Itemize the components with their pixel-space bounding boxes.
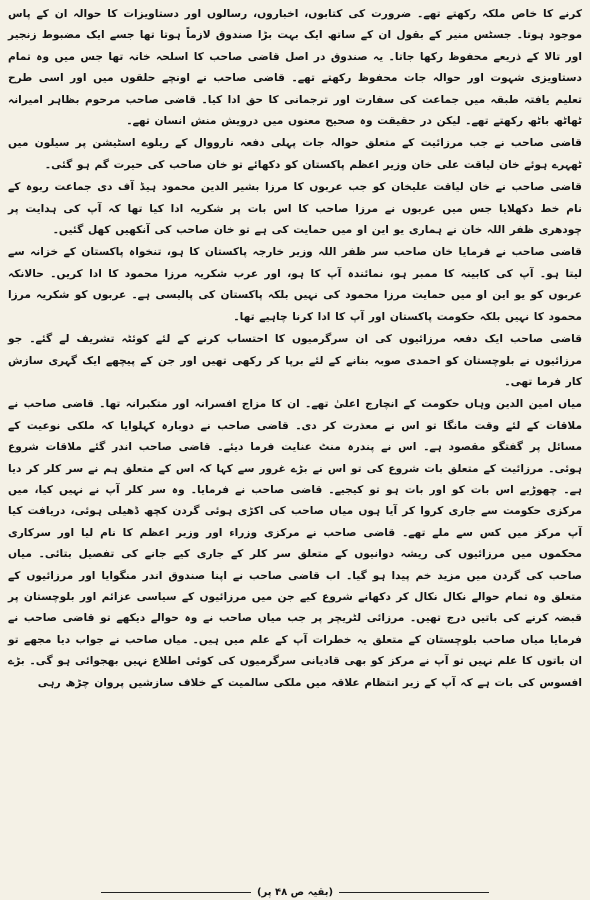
continuation-note: (بقیہ ص ۴۸ پر)	[256, 887, 334, 898]
paragraph-6: میاں امین الدین وہاں حکومت کے انچارج اعلیٰ تھے۔ ان کا مزاج افسرانہ اور متکبرانہ تھا۔ قاضی صاحب نے ملاقات کے لئے وقت مانگا تو اس نے معذرت کر دی۔ قاضی صاحب نے دوبارہ کہلوایا کہ ملکی نوعیت کے مسائل پر گفتگو مقصود ہے۔ اس نے پندرہ منٹ عنایت فرما دیئے۔ قاضی صاحب اندر گئے ملاقات شروع ہوئی۔ مرزائیت کے متعلق بات شروع کی تو اس نے بڑے غرور سے کہا کہ اس کے متعلق ہم نے سر کلر کر دیا ہے۔ چھوڑیے اس بات کو اور بات ہو تو کیجیے۔ قاضی صاحب نے فرمایا۔ وہ سر کلر آپ نے نہیں کیا، میں مرکزی حکومت سے جاری کروا کر آیا ہوں میاں صاحب کی اکڑی ہوئی گردن کچھ ڈھیلی ہوئی، دریافت کیا آپ مرکز میں کس سے ملے تھے۔ قاضی صاحب نے مرکزی وزراء اور وزیر اعظم کا نام لیا اور سرکاری محکموں میں مرزائیوں کی ریشہ دوانیوں کے متعلق سر کلر کے جاری کیے جانے کی تفصیل بتائی۔ میاں صاحب کی گردن میں مزید خم پیدا ہو گیا۔ اب قاضی صاحب نے اپنا صندوق اندر منگوایا اور مرزائیوں کے متعلق وہ تمام حوالے نکال نکال کر دکھانے شروع کیے جن میں مرزائیوں کے سیاسی عزائم اور بلوچستان پر قبضہ کرنے کی باتیں درج تھیں۔ مرزائی لٹریچر پر جب میاں صاحب نے وہ حوالے دیکھے تو قاضی صاحب نے فرمایا میاں صاحب بلوچستان کے متعلق یہ خطرات آپ کے علم میں ہیں۔ میاں صاحب نے جواب دیا مجھے تو ان باتوں کا علم نہیں تو آپ نے مرکز کو بھی قادیانی سرگرمیوں کی کوئی اطلاع نہیں بھجوائی ہو گی۔ بڑے افسوس کی بات ہے کہ آپ کے زیر انتظام علاقہ میں ملکی سالمیت کے خلاف سازشیں پروان چڑھ رہی	[8, 398, 582, 689]
urdu-text-column	[8, 4, 582, 694]
paragraph-5: قاضی صاحب ایک دفعہ مرزائیوں کی ان سرگرمیوں کا احتساب کرنے کے لئے کوئٹہ تشریف لے گئے۔ جو مرزائیوں نے بلوچستان کو احمدی صوبہ بنانے کے لئے برپا کر رکھی تھیں اور جن کے پیچھے ایک گہری سازش کار فرما تھی۔	[8, 333, 582, 388]
paragraph-3: قاضی صاحب نے خان لیاقت علیخان کو جب عربوں کا مرزا بشیر الدین محمود ہیڈ آف دی جماعت ربوہ کے نام خط دکھلایا جس میں عربوں نے مرزا صاحب کا اس بات پر شکریہ ادا کیا تھا کہ آپ کی ہدایت پر چودھری ظفر اللہ خان نے ہماری یو این او میں حمایت کی ہے تو خان صاحب کی آنکھیں کھل گئیں۔	[8, 181, 582, 237]
paragraph-1: کرنے کا خاص ملکہ رکھتے تھے۔ ضرورت کی کتابوں، اخباروں، رسالوں اور دستاویزات کا حوالہ ان کے پاس موجود ہوتا۔ جسٹس منیر کے بقول ان کے ساتھ ایک بہت بڑا صندوق لازماً ہوتا تھا جسے ایک مضبوط زنجیر اور تالا کے ذریعے محفوظ رکھا جاتا۔ یہ صندوق در اصل قاضی صاحب کا اسلحہ خانہ تھا جس میں وہ تمام دستاویزی شہوت اور حوالہ جات محفوظ رکھتے تھے۔ قاضی صاحب نے اونچے حلقوں میں اور اسی طرح تعلیم یافتہ طبقہ میں جماعت کی سفارت اور ترجمانی کا حق ادا کیا۔ قاضی صاحب مرحوم بظاہر امیرانہ ٹھاٹھ باٹھ رکھتے تھے۔ لیکن در حقیقت وہ صحیح معنوں میں درویش منش انسان تھے۔	[8, 8, 582, 128]
footer-rule-left	[101, 892, 251, 893]
paragraph-2: قاضی صاحب نے جب مرزائیت کے متعلق حوالہ جات پہلی دفعہ نارووال کے ریلوے اسٹیشن پر سیلون میں ٹھہرے ہوئے خان لیاقت علی خان وزیر اعظم پاکستان کو دکھائے تو خان صاحب کی حیرت گم ہو گئی۔	[8, 137, 582, 171]
paragraph-4: قاضی صاحب نے فرمایا خان صاحب سر ظفر اللہ وزیر خارجہ پاکستان کا ہو، تنخواہ پاکستان کے خزانہ سے لیتا ہو۔ آپ کی کابینہ کا ممبر ہو، نمائندہ آپ کا ہو، اور عرب شکریہ مرزا محمود کا ادا کریں۔ حالانکہ عربوں کو یو این او میں حمایت مرزا محمود کی نہیں بلکہ پاکستان کی پالیسی ہے۔ عربوں کو شکریہ مرزا محمود کا نہیں بلکہ حکومت پاکستان اور آپ کا ادا کرنا چاہیے تھا۔	[8, 246, 582, 323]
continuation-footer	[0, 887, 590, 898]
footer-rule-right	[339, 892, 489, 893]
